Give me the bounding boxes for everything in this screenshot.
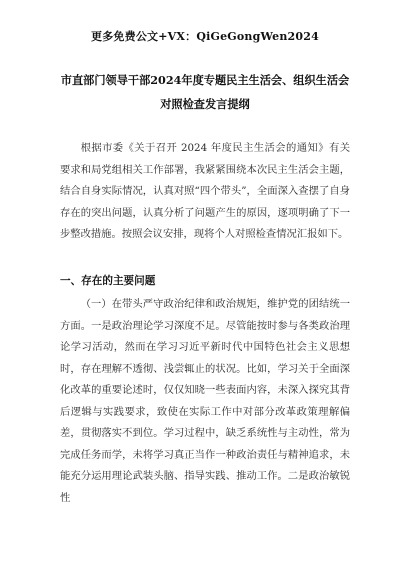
document-title-line-1: 市直部门领导干部2024年度专题民主生活会、组织生活会: [60, 73, 350, 87]
document-title: [60, 68, 350, 116]
section-paragraph: （一）在带头严守政治纪律和政治规矩，维护党的团结统一方面。一是政治理论学习深度不足。尽管能按时参与各类政治理论学习活动，然而在学习习近平新时代中国特色社会主义思想时，存在理解不透彻、浅尝辄止的状况。比如，学习关于全面深化改革的重要论述时，仅仅知晓一些表面内容，未深入探究其背后逻辑与实践要求，致使在实际工作中对部分改革政策理解偏差，贯彻落实不到位。学习过程中，缺乏系统性与主动性，常为完成任务而学，未将学习真正当作一种政治责任与精神追求，未能充分运用理论武装头脑、指导实践、推动工作。二是政治敏锐性: [60, 298, 350, 504]
document-title-line-2: 对照检查发言提纲: [160, 97, 250, 111]
section-heading: 一、存在的主要问题: [60, 275, 156, 287]
intro-paragraph: 根据市委《关于召开 2024 年度民主生活会的通知》有关要求和局党组相关工作部署，我紧紧围绕本次民主生活会主题，结合自身实际情况，认真对照“四个带头”，全面深入查摆了自身存在的突出问题，认真分析了问题产生的原因，逐项明确了下一步整改措施。按照会议安排，现将个人对照检查情况汇报如下。: [60, 142, 350, 240]
watermark-header: 更多免费公文+VX：QiGeGongWen2024: [91, 30, 319, 43]
